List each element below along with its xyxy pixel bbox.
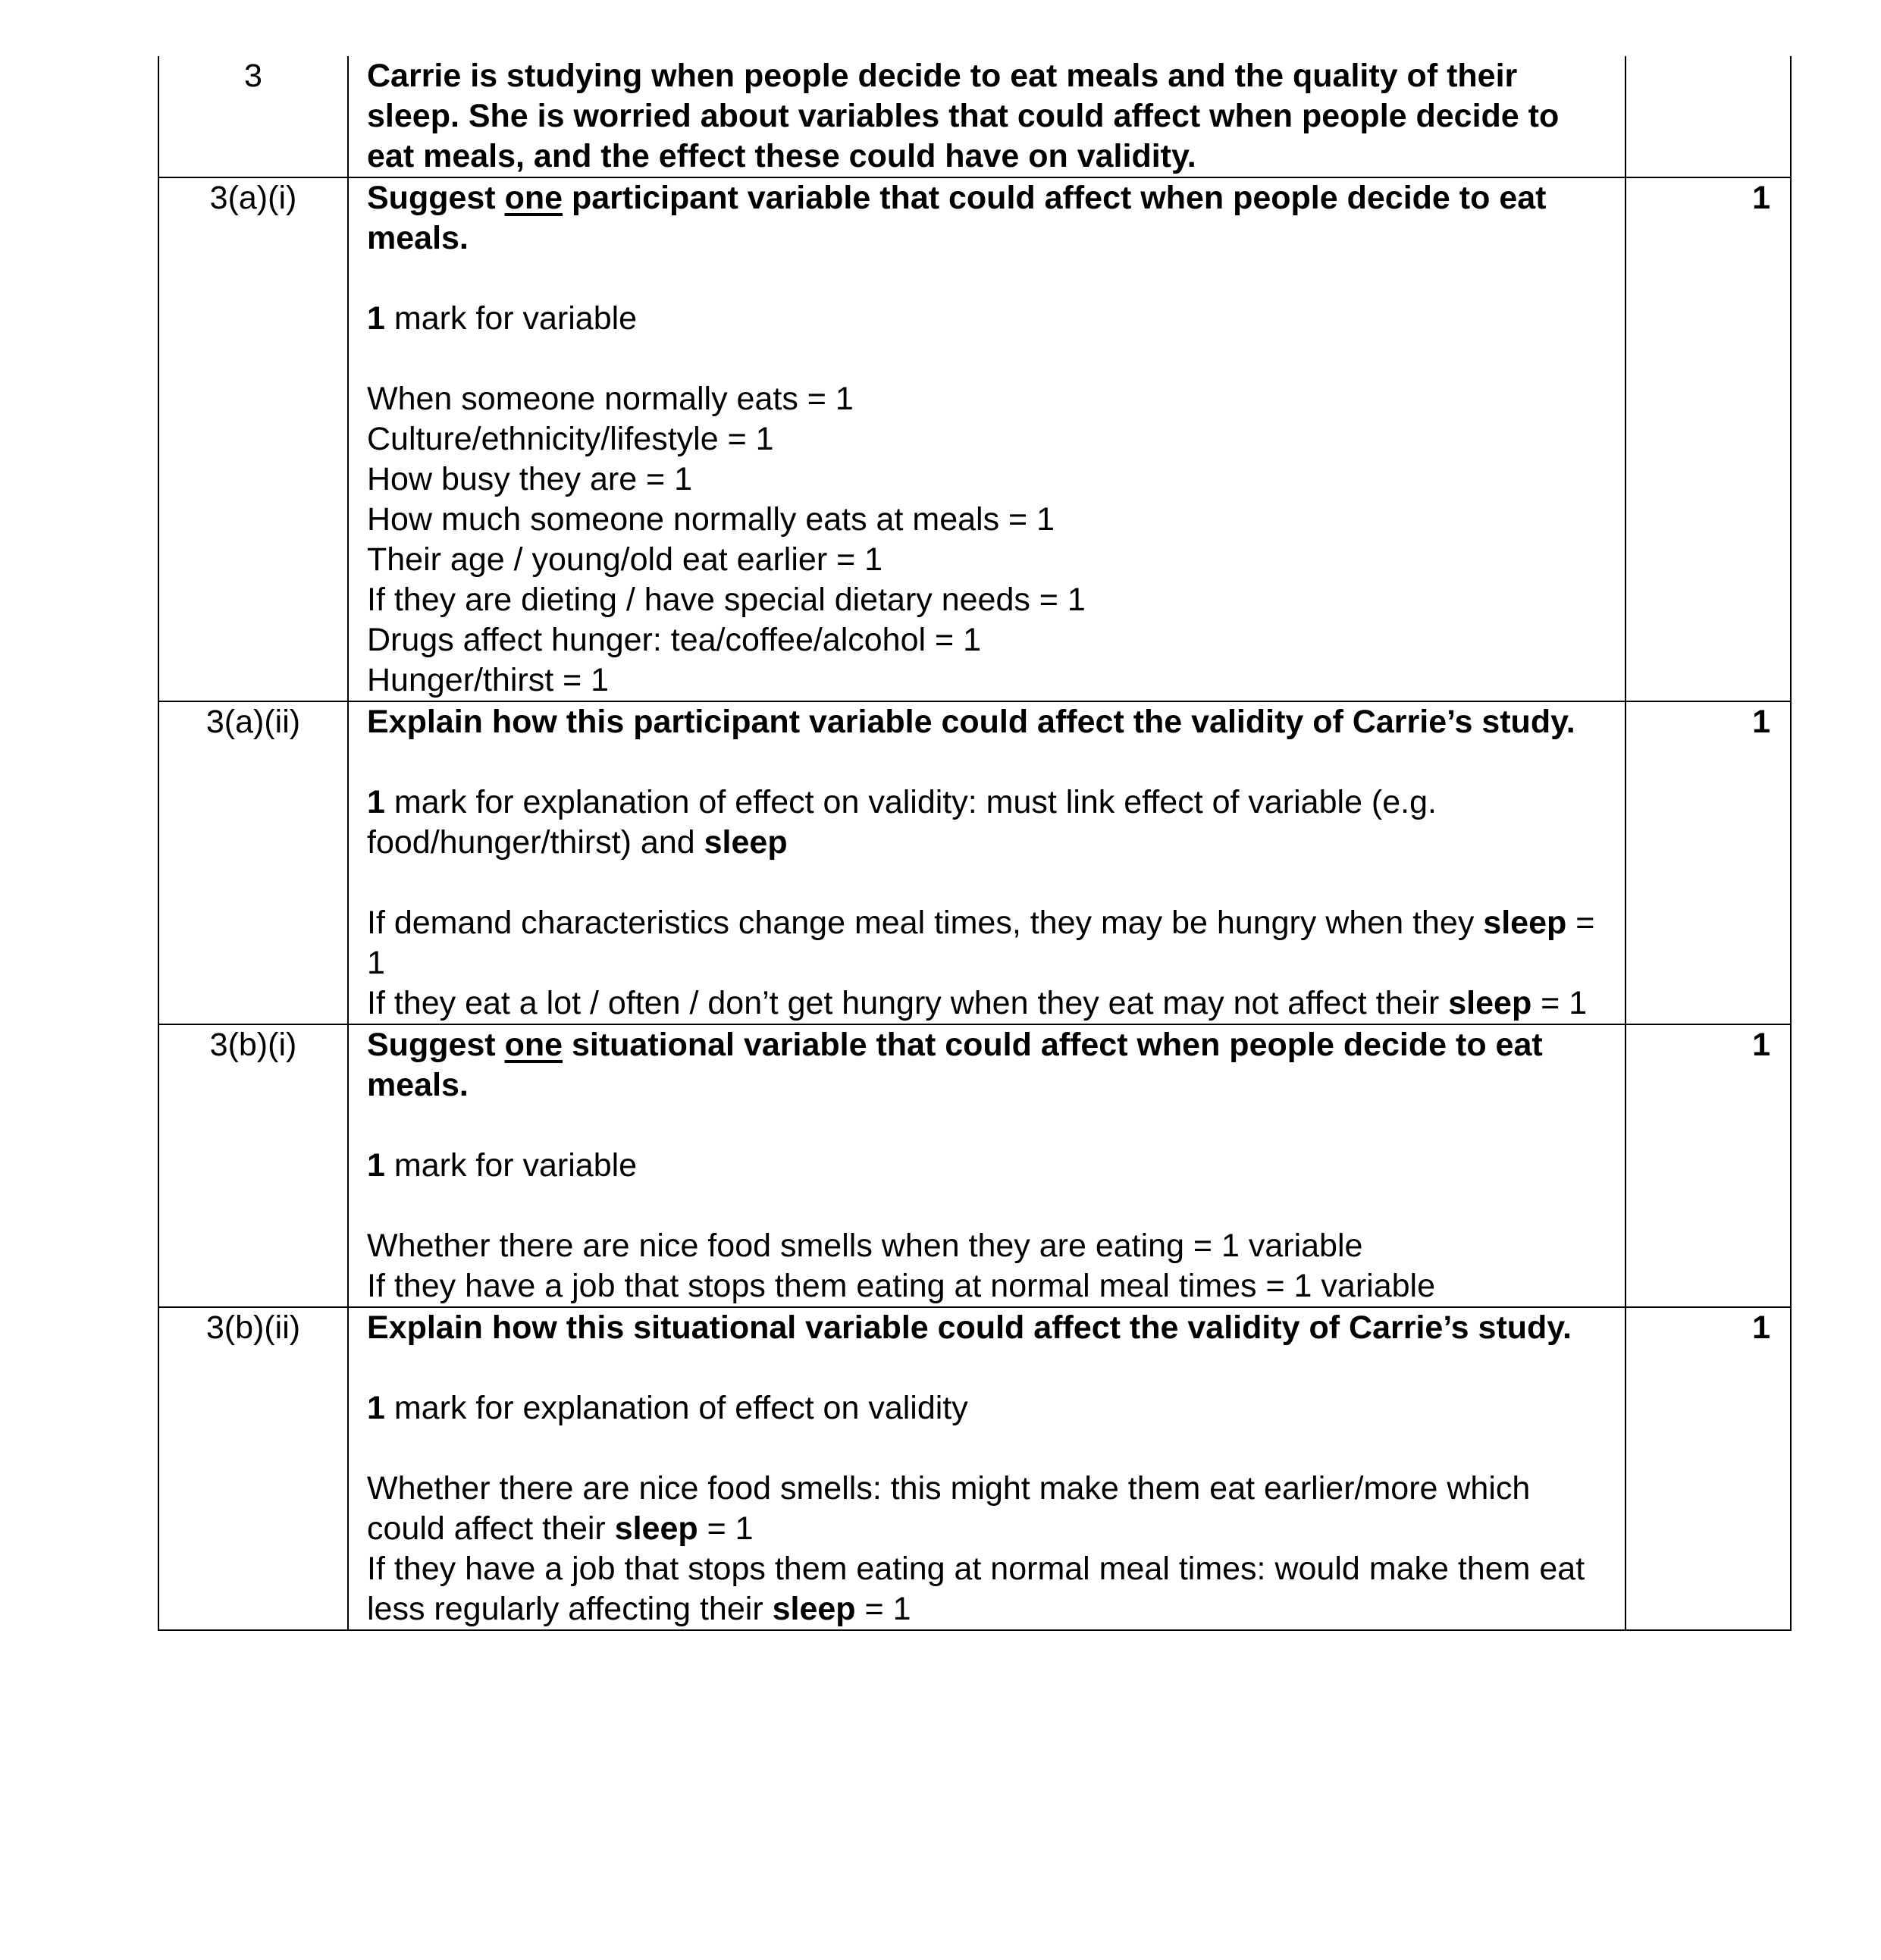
answer-list bbox=[367, 1469, 1610, 1629]
question-text: Carrie is studying when people decide to eat meals and the quality of their sleep. She is worried about variables that could affect when people decide to eat meals, and the effect these could have on validity. bbox=[367, 58, 1560, 174]
question-number: 3(b)(i) bbox=[158, 1024, 348, 1307]
list-item: If demand characteristics change meal times, they may be hungry when they sleep = 1 bbox=[367, 905, 1595, 981]
mark-guidance: 1 mark for variable bbox=[367, 1147, 638, 1184]
question-cell bbox=[348, 1307, 1625, 1630]
list-item: If they eat a lot / often / don’t get hungry when they eat may not affect their sleep = 1 bbox=[367, 985, 1588, 1021]
table-row bbox=[158, 56, 1791, 177]
marks-cell: 1 bbox=[1625, 177, 1791, 701]
mark-scheme-table bbox=[158, 56, 1792, 1631]
table-row bbox=[158, 1307, 1791, 1630]
answer-list bbox=[367, 379, 1610, 701]
list-item: How much someone normally eats at meals = 1 bbox=[367, 501, 1055, 538]
list-item: Their age / young/old eat earlier = 1 bbox=[367, 541, 883, 578]
table-row bbox=[158, 177, 1791, 701]
list-item: Whether there are nice food smells: this might make them eat earlier/more which could affect their sleep = 1 bbox=[367, 1470, 1531, 1547]
mark-guidance: 1 mark for variable bbox=[367, 300, 638, 337]
marks-cell: 1 bbox=[1625, 1024, 1791, 1307]
question-number: 3(a)(ii) bbox=[158, 701, 348, 1024]
answer-list bbox=[367, 1226, 1610, 1306]
emphasis-one: one bbox=[504, 1027, 563, 1063]
question-number: 3(a)(i) bbox=[158, 177, 348, 701]
list-item: How busy they are = 1 bbox=[367, 461, 693, 497]
question-number: 3 bbox=[158, 56, 348, 177]
question-cell bbox=[348, 56, 1625, 177]
list-item: Whether there are nice food smells when they are eating = 1 variable bbox=[367, 1228, 1363, 1264]
question-cell bbox=[348, 177, 1625, 701]
marks-cell: 1 bbox=[1625, 701, 1791, 1024]
list-item: Drugs affect hunger: tea/coffee/alcohol = 1 bbox=[367, 622, 981, 658]
question-text: Suggest one situational variable that could affect when people decide to eat meals. bbox=[367, 1027, 1543, 1103]
answer-list bbox=[367, 903, 1610, 1024]
mark-guidance: 1 mark for explanation of effect on validity bbox=[367, 1390, 968, 1426]
question-cell bbox=[348, 701, 1625, 1024]
list-item: If they have a job that stops them eating at normal meal times: would make them eat less regularly affecting their sleep = 1 bbox=[367, 1551, 1585, 1627]
table-row bbox=[158, 1024, 1791, 1307]
question-text: Explain how this situational variable could affect the validity of Carrie’s study. bbox=[367, 1309, 1572, 1346]
question-cell bbox=[348, 1024, 1625, 1307]
list-item: Culture/ethnicity/lifestyle = 1 bbox=[367, 421, 774, 457]
list-item: When someone normally eats = 1 bbox=[367, 381, 854, 417]
list-item: If they have a job that stops them eating at normal meal times = 1 variable bbox=[367, 1268, 1436, 1304]
mark-guidance: 1 mark for explanation of effect on validity: must link effect of variable (e.g. food/hunger/thirst) and sleep bbox=[367, 784, 1437, 861]
emphasis-one: one bbox=[504, 180, 563, 216]
list-item: If they are dieting / have special dietary needs = 1 bbox=[367, 582, 1086, 618]
question-number: 3(b)(ii) bbox=[158, 1307, 348, 1630]
table-row bbox=[158, 701, 1791, 1024]
marks-cell: 1 bbox=[1625, 1307, 1791, 1630]
marks-cell bbox=[1625, 56, 1791, 177]
list-item: Hunger/thirst = 1 bbox=[367, 662, 610, 698]
question-text: Suggest one participant variable that could affect when people decide to eat meals. bbox=[367, 180, 1547, 256]
question-text: Explain how this participant variable could affect the validity of Carrie’s study. bbox=[367, 704, 1575, 740]
